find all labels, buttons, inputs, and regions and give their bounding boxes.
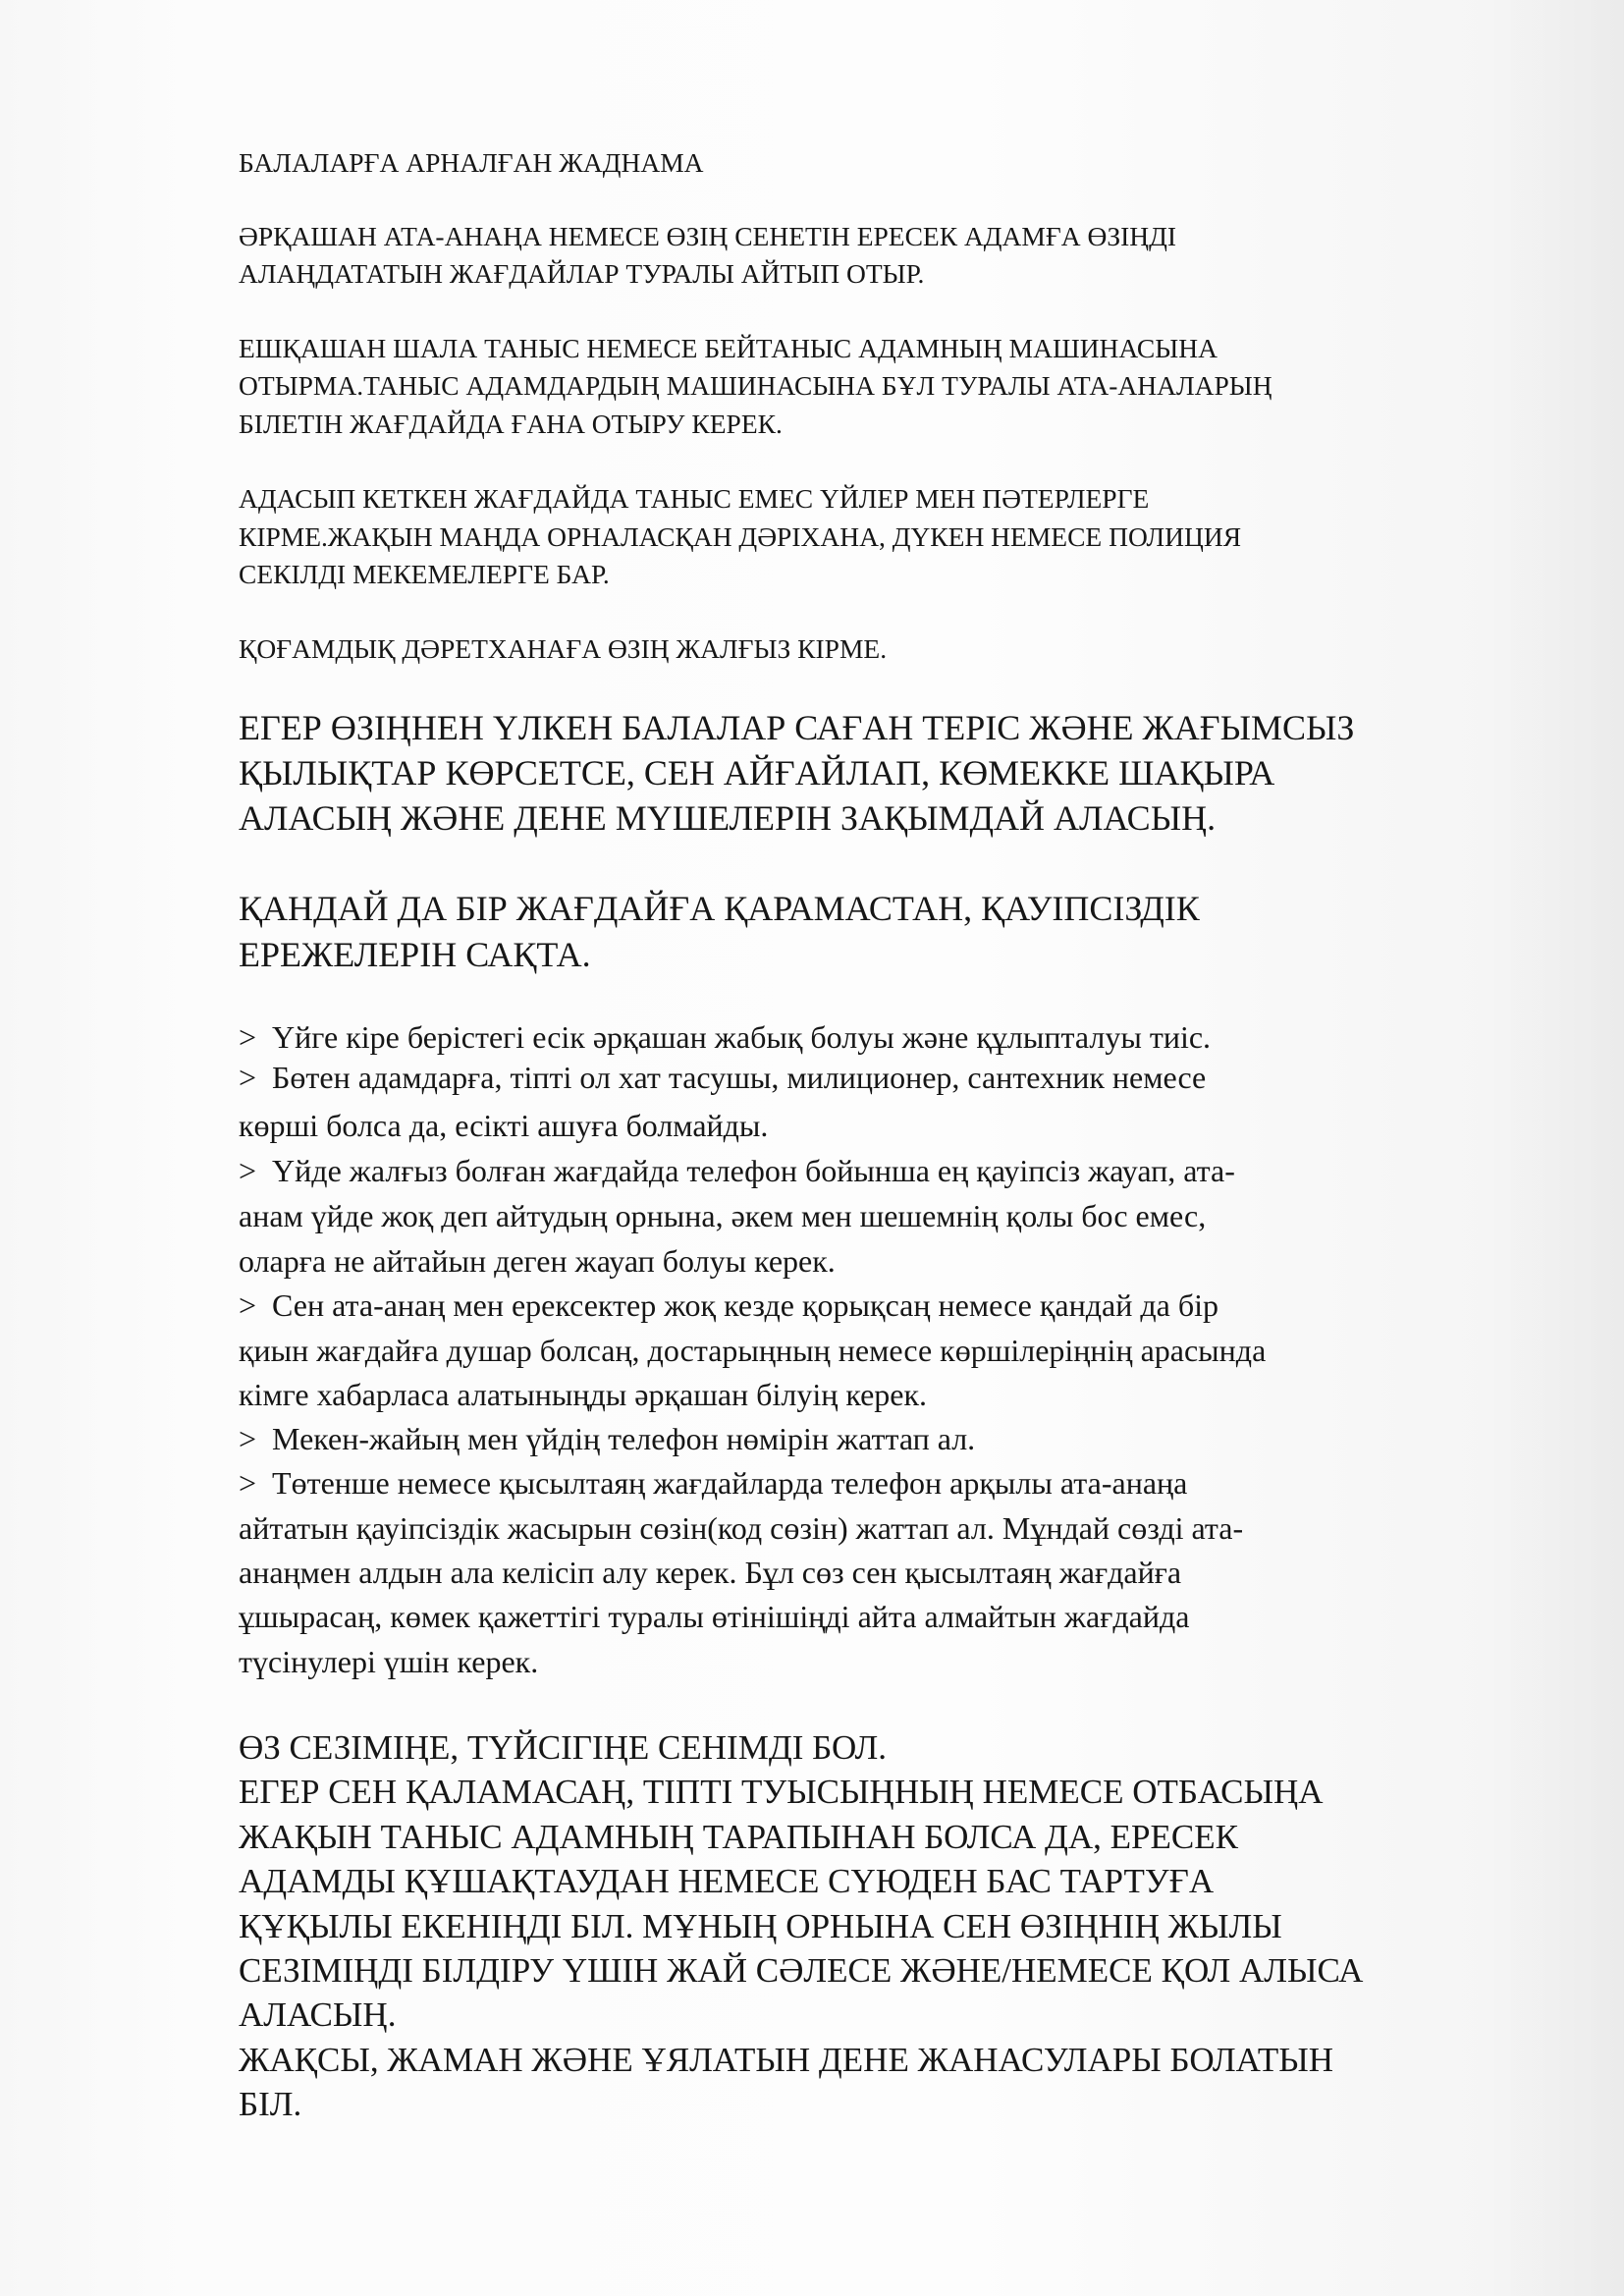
bullet-marker: >: [239, 1287, 257, 1323]
text-line: КІРМЕ.ЖАҚЫН МАҢДА ОРНАЛАСҚАН ДӘРІХАНА, ДҮКЕН НЕМЕСЕ ПОЛИЦИЯ: [239, 521, 1242, 552]
text-line: ЕГЕР СЕН ҚАЛАМАСАҢ, ТІПТІ ТУЫСЫҢНЫҢ НЕМЕСЕ ОТБАСЫҢА: [239, 1773, 1324, 1811]
list-item-continuation: түсінулері үшін керек.: [239, 1644, 539, 1679]
document-title: БАЛАЛАРҒА АРНАЛҒАН ЖАДНАМА: [239, 147, 704, 178]
text-line: ОТЫРМА.ТАНЫС АДАМДАРДЫҢ МАШИНАСЫНА БҰЛ ТУРАЛЫ АТА-АНАЛАРЫҢ: [239, 370, 1272, 401]
list-item-continuation: айтатын қауіпсіздік жасырын сөзін(код сөзін) жаттап ал. Мұндай сөзді ата-: [239, 1510, 1244, 1546]
text-line: ЕШҚАШАН ШАЛА ТАНЫС НЕМЕСЕ БЕЙТАНЫС АДАМНЫҢ МАШИНАСЫНА: [239, 333, 1218, 363]
text-line: ҚҰҚЫЛЫ ЕКЕНІҢДІ БІЛ. МҰНЫҢ ОРНЫНА СЕН ӨЗІҢНІҢ ЖЫЛЫ: [239, 1907, 1282, 1945]
bullet-marker: >: [239, 1421, 257, 1456]
list-item: > Бөтен адамдарға, тіпті ол хат тасушы, милиционер, сантехник немесе: [239, 1060, 1207, 1095]
list-item-continuation: қиын жағдайға душар болсаң, достарыңның немесе көршілеріңнің арасында: [239, 1333, 1267, 1368]
text-line: АДАМДЫ ҚҰШАҚТАУДАН НЕМЕСЕ СҮЮДЕН БАС ТАРТУҒА: [239, 1862, 1215, 1900]
text-line: ӘРҚАШАН АТА-АНАҢА НЕМЕСЕ ӨЗІҢ СЕНЕТІН ЕРЕСЕК АДАМҒА ӨЗІҢДІ: [239, 221, 1177, 251]
list-item-continuation: анам үйде жоқ деп айтудың орнына, әкем мен шешемнің қолы бос емес,: [239, 1198, 1207, 1233]
text-line: БІЛ.: [239, 2085, 302, 2123]
list-item: > Сен ата-анаң мен ерексектер жоқ кезде қорықсаң немесе қандай да бір: [239, 1287, 1218, 1323]
list-item: > Мекен-жайың мен үйдің телефон нөмірін жаттап ал.: [239, 1421, 976, 1456]
list-item: > Үйде жалғыз болған жағдайда телефон бойынша ең қауіпсіз жауап, ата-: [239, 1153, 1235, 1188]
bullet-marker: >: [239, 1060, 257, 1095]
scan-edge-shadow: [1487, 0, 1624, 2296]
bullet-marker: >: [239, 1153, 257, 1188]
text-line: СЕЗІМІҢДІ БІЛДІРУ ҮШІН ЖАЙ СӘЛЕСЕ ЖӘНЕ/НЕМЕСЕ ҚОЛ АЛЫСА: [239, 1951, 1364, 1990]
bullet-marker: >: [239, 1465, 257, 1501]
list-item-continuation: ұшырасаң, көмек қажеттігі туралы өтінішіңді айта алмайтын жағдайда: [239, 1599, 1190, 1634]
text-line: ҚАНДАЙ ДА БІР ЖАҒДАЙҒА ҚАРАМАСТАН, ҚАУІПСІЗДІК: [239, 889, 1200, 928]
list-item: > Төтенше немесе қысылтаяң жағдайларда телефон арқылы ата-анаңа: [239, 1465, 1188, 1501]
text-line: АЛАСЫҢ.: [239, 1995, 397, 2034]
text-line: АЛАҢДАТАТЫН ЖАҒДАЙЛАР ТУРАЛЫ АЙТЫП ОТЫР.: [239, 258, 925, 289]
text-line: БІЛЕТІН ЖАҒДАЙДА ҒАНА ОТЫРУ КЕРЕК.: [239, 409, 783, 439]
text-line: СЕКІЛДІ МЕКЕМЕЛЕРГЕ БАР.: [239, 559, 610, 589]
text-line: АЛАСЫҢ ЖӘНЕ ДЕНЕ МҮШЕЛЕРІН ЗАҚЫМДАЙ АЛАСЫҢ.: [239, 798, 1217, 838]
list-item-continuation: оларға не айтайын деген жауап болуы керек.: [239, 1243, 836, 1279]
list-item-continuation: анаңмен алдын ала келісіп алу керек. Бұл сөз сен қысылтаяң жағдайға: [239, 1555, 1182, 1590]
list-item-continuation: кімге хабарласа алатыныңды әрқашан білуің керек.: [239, 1377, 928, 1412]
list-item-continuation: көрші болса да, есікті ашуға болмайды.: [239, 1108, 769, 1143]
text-line: ҚОҒАМДЫҚ ДӘРЕТХАНАҒА ӨЗІҢ ЖАЛҒЫЗ КІРМЕ.: [239, 633, 888, 664]
text-line: ЕГЕР ӨЗІҢНЕН ҮЛКЕН БАЛАЛАР САҒАН ТЕРІС ЖӘНЕ ЖАҒЫМСЫЗ: [239, 708, 1355, 747]
text-line: ӨЗ СЕЗІМІҢЕ, ТҮЙСІГІҢЕ СЕНІМДІ БОЛ.: [239, 1728, 887, 1767]
text-line: ЖАҚЫН ТАНЫС АДАМНЫҢ ТАРАПЫНАН БОЛСА ДА, ЕРЕСЕК: [239, 1818, 1238, 1856]
text-line: ЖАҚСЫ, ЖАМАН ЖӘНЕ ҰЯЛАТЫН ДЕНЕ ЖАНАСУЛАРЫ БОЛАТЫН: [239, 2041, 1334, 2079]
text-line: АДАСЫП КЕТКЕН ЖАҒДАЙДА ТАНЫС ЕМЕС ҮЙЛЕР МЕН ПӘТЕРЛЕРГЕ: [239, 483, 1150, 514]
list-item: > Үйге кіре берістегі есік әрқашан жабық болуы және құлыпталуы тиіс.: [239, 1019, 1212, 1055]
bullet-marker: >: [239, 1019, 257, 1055]
text-line: ҚЫЛЫҚТАР КӨРСЕТСЕ, СЕН АЙҒАЙЛАП, КӨМЕККЕ ШАҚЫРА: [239, 753, 1275, 793]
text-line: ЕРЕЖЕЛЕРІН САҚТА.: [239, 935, 591, 974]
